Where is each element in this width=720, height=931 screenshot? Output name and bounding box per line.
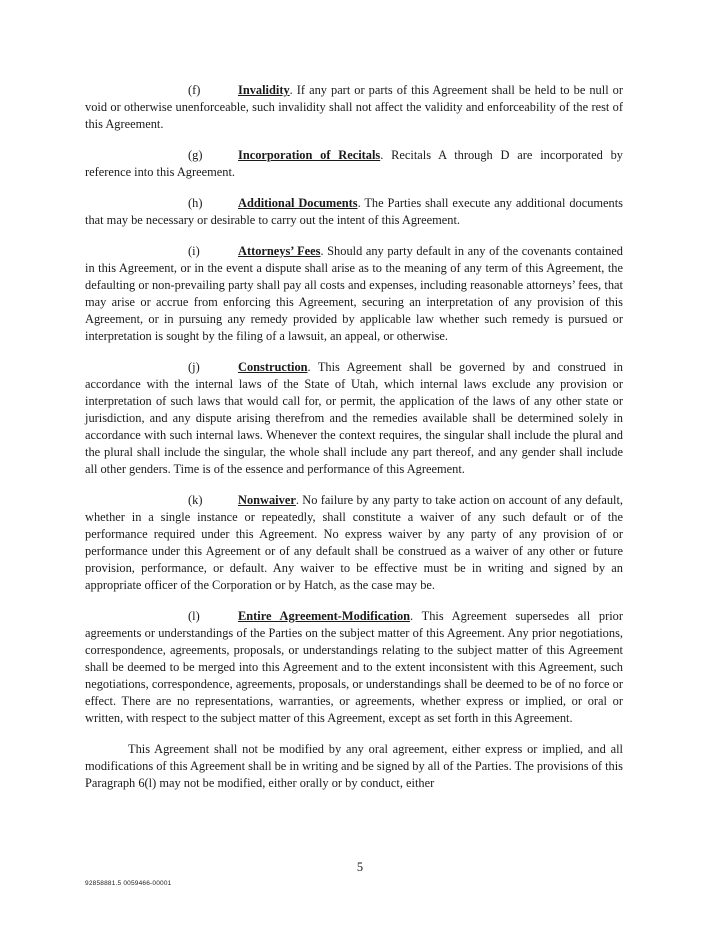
section-heading: Entire Agreement-Modification (238, 609, 411, 623)
section-mark: (l) (188, 609, 200, 623)
section-body: . If any part or parts of this Agreement shall be held to be null or void or otherwise unenforceable, such invalidity shall not affect the validity and enforceability of the rest of this Agreement. (85, 83, 623, 131)
section-body: . This Agreement shall be governed by and construed in accordance with the internal laws of the State of Utah, which internal laws exclude any provision or interpretation of such laws that would call for, or permit, the application of the laws of any other state or jurisdiction, and any dispute arising therefrom and the remedies available shall be determined solely in accordance with such internal laws. Whenever the context requires, the singular shall include the plural and the plural shall include the singular, the whole shall include any part thereof, and any gender shall include all other genders. Time is of the essence and performance of this Agreement. (85, 360, 623, 476)
section-mark: (i) (188, 244, 200, 258)
section-attorneys-fees (85, 243, 623, 345)
section-incorporation-of-recitals (85, 147, 623, 181)
section-additional-documents (85, 195, 623, 229)
section-mark: (f) (188, 83, 201, 97)
section-body: . No failure by any party to take action on account of any default, whether in a single instance or repeatedly, shall constitute a waiver of any such default or of the performance required under this Agreement. No express waiver by any party of any provision of or performance under this Agreement or of any default shall be construed as a waiver of any other or future provision, performance, or default. Any waiver to be effective must be in writing and signed by an appropriate officer of the Corporation or by Hatch, as the case may be. (85, 493, 623, 592)
section-body: . The Parties shall execute any additional documents that may be necessary or desirable to carry out the intent of this Agreement. (85, 196, 624, 227)
section-nonwaiver (85, 492, 623, 594)
section-invalidity (85, 82, 623, 133)
section-mark: (h) (188, 196, 203, 210)
section-heading: Incorporation of Recitals (238, 148, 381, 162)
section-entire-agreement-modification (85, 608, 623, 727)
section-heading: Additional Documents (238, 196, 358, 210)
closing-paragraph (85, 741, 623, 792)
section-heading: Invalidity (238, 83, 290, 97)
page-number: 5 (356, 860, 364, 874)
section-mark: (k) (188, 493, 203, 507)
section-heading: Attorneys’ Fees (238, 244, 321, 258)
section-mark: (g) (188, 148, 203, 162)
section-body: . This Agreement supersedes all prior agreements or understandings of the Parties on the subject matter of this Agreement. Any prior negotiations, correspondence, agreements, proposals, or understandings relating to the subject matter of this Agreement shall be deemed to be merged into this Agreement and to the extent inconsistent with this Agreement, such negotiations, correspondence, agreements, proposals, or understandings shall be deemed to be of no force or effect. There are no representations, warranties, or agreements, whether express or implied, or oral or written, with respect to the subject matter of this Agreement, except as set forth in this Agreement. (85, 609, 623, 725)
document-id: 92858881.5 0059466-00001 (85, 880, 172, 887)
section-heading: Nonwaiver (238, 493, 296, 507)
section-heading: Construction (238, 360, 308, 374)
section-body: . Recitals A through D are incorporated by reference into this Agreement. (85, 148, 623, 179)
section-mark: (j) (188, 360, 200, 374)
section-body: . Should any party default in any of the covenants contained in this Agreement, or in the event a dispute shall arise as to the meaning of any term of this Agreement, the defaulting or non-prevailing party shall pay all costs and expenses, including reasonable attorneys’ fees, that may arise or accrue from enforcing this Agreement, securing an interpretation of any provision of this Agreement, or in pursuing any remedy provided by applicable law whether such remedy is pursued or interpretation is sought by the filing of a lawsuit, an appeal, or otherwise. (85, 244, 623, 343)
section-construction (85, 359, 623, 478)
closing-paragraph-text: This Agreement shall not be modified by any oral agreement, either express or implied, and all modifications of this Agreement shall be in writing and be signed by all of the Parties. The provisions of this Paragraph 6(l) may not be modified, either orally or by conduct, either (85, 742, 623, 790)
